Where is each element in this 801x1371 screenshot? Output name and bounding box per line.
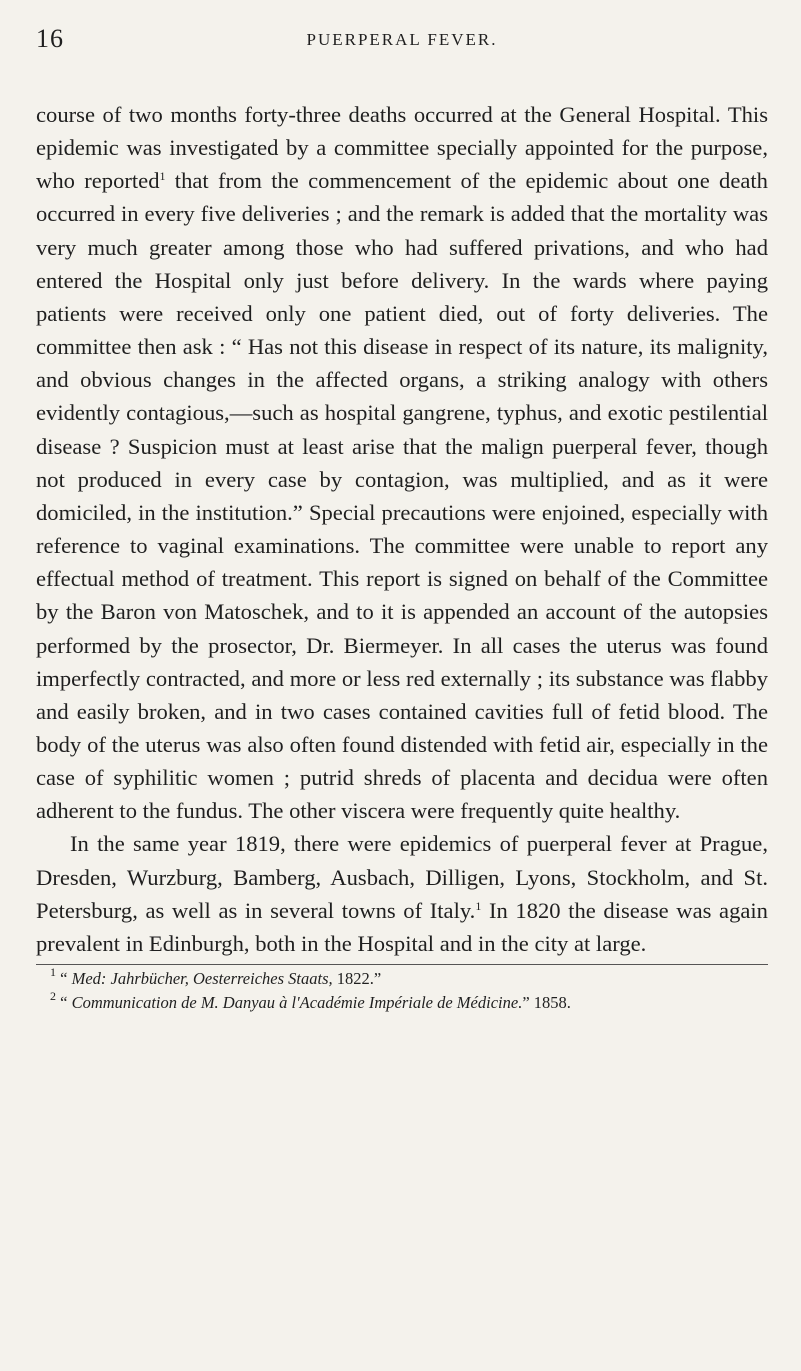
footnote-rule [36, 964, 768, 965]
footnote [36, 991, 768, 1015]
book-page [36, 24, 768, 1015]
footnote-marker: 1 [50, 965, 56, 980]
text-run: ” 1858. [522, 993, 571, 1013]
paragraph [36, 827, 768, 960]
running-head: PUERPERAL FEVER. [306, 30, 498, 49]
text-run: that from the commencement of the epidemic about one death occurred in every five deliveries ; and the remark is added that the mortality was very much greater among those who had suffered privations, and who had entered the Hospital only just before delivery. In the wards where paying patients were received only one patient died, out of forty deliveries. The committee then ask : “ Has not this disease in respect of its nature, its malignity, and obvious changes in the affected organs, a striking analogy with others evidently contagious,—such as hospital gangrene, typhus, and exotic pestilential disease ? Suspicion must at least arise that the malign puerperal fever, though not produced in every case by contagion, was multiplied, and as it were domiciled, in the institution.” Special precautions were enjoined, especially with reference to vaginal examinations. The committee were unable to report any effectual method of treatment. This report is signed on behalf of the Committee by the Baron von Matoschek, and to it is appended an account of the autopsies performed by the prosector, Dr. Biermeyer. In all cases the uterus was found imperfectly contracted, and more or less red externally ; its substance was flabby and easily broken, and in two cases contained cavities full of fetid blood. The body of the uterus was also often found distended with fetid air, especially in the case of syphilitic women ; putrid shreds of placenta and decidua were often adherent to the fundus. The other viscera were frequently quite healthy. [36, 168, 768, 824]
footnote-marker: 2 [50, 989, 56, 1004]
paragraph [36, 98, 768, 827]
text-run: course of two months forty-three deaths occurred at the General Hospital. This epidemic was investigated by a committee specially appointed for the purpose, who reported [36, 102, 768, 194]
footnote-marker: 1 [159, 169, 166, 184]
text-run: 1822.” [332, 969, 382, 989]
body-text [36, 98, 768, 960]
footnotes [36, 967, 768, 1015]
citation-title: Communication de M. Danyau à l'Académie Impériale de Médicine. [71, 993, 523, 1013]
text-run: “ [56, 969, 72, 989]
page-header [36, 24, 768, 64]
citation-title: Med: Jahrbücher, Oesterreiches Staats, [71, 969, 333, 989]
footnote-marker: 1 [475, 898, 482, 913]
page-number: 16 [36, 24, 64, 53]
text-run: In the same year 1819, there were epidemics of puerperal fever at Prague, Dresden, Wurzburg, Bamberg, Ausbach, Dilligen, Lyons, Stockholm, and St. Petersburg, as well as in several towns of Italy. [36, 831, 768, 923]
text-run: In 1820 the disease was again prevalent in Edinburgh, both in the Hospital and in the city at large. [36, 897, 768, 956]
text-run: “ [56, 993, 72, 1013]
footnote [36, 967, 768, 991]
